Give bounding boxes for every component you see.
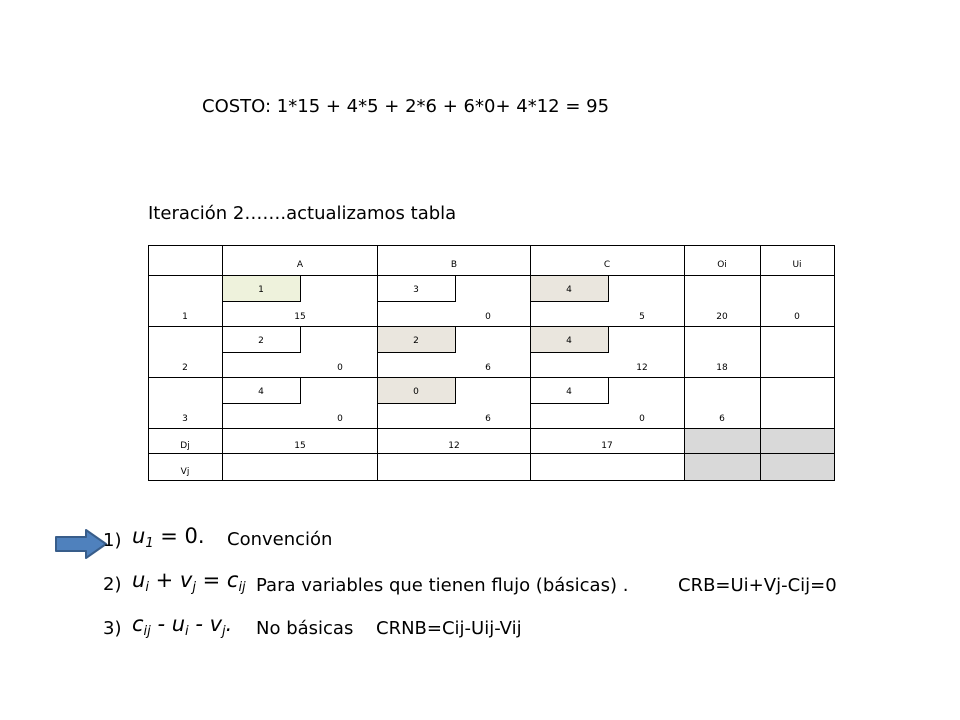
- grid-line: [684, 245, 685, 481]
- vj-label: Vj: [180, 467, 190, 477]
- grid-line: [148, 453, 834, 454]
- row-label: 3: [182, 414, 188, 424]
- cost-value: 0: [413, 387, 419, 397]
- dj-oi-cell: [684, 429, 760, 454]
- arrow-right-icon: [54, 528, 108, 560]
- oi-value: 20: [716, 312, 728, 322]
- cost-value: 1: [258, 285, 264, 295]
- flow-value: 12: [636, 363, 648, 373]
- step-3-crnb: CRNB=Cij-Uij-Vij: [376, 618, 522, 639]
- flow-value: 5: [639, 312, 645, 322]
- grid-line: [148, 428, 834, 429]
- oi-value: 6: [719, 414, 725, 424]
- step-1-text: Convención: [227, 529, 333, 550]
- dj-label: Dj: [180, 441, 190, 451]
- grid-line: [760, 245, 761, 481]
- step-2-crb: CRB=Ui+Vj-Cij=0: [678, 575, 837, 596]
- cost-value: 2: [258, 336, 264, 346]
- grid-line: [834, 245, 835, 481]
- grid-line: [148, 480, 834, 481]
- header-a: A: [296, 260, 304, 270]
- flow-value: 0: [337, 363, 343, 373]
- row-label: 2: [182, 363, 188, 373]
- grid-line: [148, 245, 149, 481]
- cost-value: 4: [566, 387, 572, 397]
- grid-line: [148, 245, 834, 246]
- dj-value: 12: [448, 441, 460, 451]
- step-1-number: 1): [103, 530, 122, 551]
- oi-value: 18: [716, 363, 728, 373]
- step-3-formula: $c_{ij} - u_i - v_j$.: [132, 612, 233, 639]
- step-3-text: No básicas: [256, 618, 354, 639]
- cost-value: 3: [413, 285, 419, 295]
- dj-value: 17: [601, 441, 613, 451]
- flow-value: 6: [485, 363, 491, 373]
- step-2-text: Para variables que tienen flujo (básicas) .: [256, 575, 629, 596]
- dj-ui-cell: [760, 429, 834, 454]
- dj-value: 15: [294, 441, 306, 451]
- header-ui: Ui: [792, 260, 802, 270]
- vj-ui-cell: [760, 454, 834, 481]
- flow-value: 6: [485, 414, 491, 424]
- cost-value: 4: [566, 285, 572, 295]
- header-c: C: [603, 260, 611, 270]
- row-label: 1: [182, 312, 188, 322]
- step-2-number: 2): [103, 574, 122, 595]
- iteration-title: Iteración 2…….actualizamos tabla: [148, 203, 457, 224]
- vj-oi-cell: [684, 454, 760, 481]
- step-1-formula: $u_1 = 0$.: [132, 524, 205, 551]
- cost-value: 4: [258, 387, 264, 397]
- cost-value: 2: [413, 336, 419, 346]
- cost-formula: COSTO: 1*15 + 4*5 + 2*6 + 6*0+ 4*12 = 95: [202, 96, 610, 117]
- flow-value: 15: [294, 312, 306, 322]
- transportation-table: [148, 245, 834, 481]
- flow-value: 0: [485, 312, 491, 322]
- step-2-formula: $u_i + v_j = c_{ij}$: [132, 568, 246, 595]
- ui-value: 0: [794, 312, 800, 322]
- cost-value: 4: [566, 336, 572, 346]
- header-b: B: [450, 260, 458, 270]
- flow-value: 0: [337, 414, 343, 424]
- flow-value: 0: [639, 414, 645, 424]
- step-3-number: 3): [103, 618, 122, 639]
- header-oi: Oi: [717, 260, 727, 270]
